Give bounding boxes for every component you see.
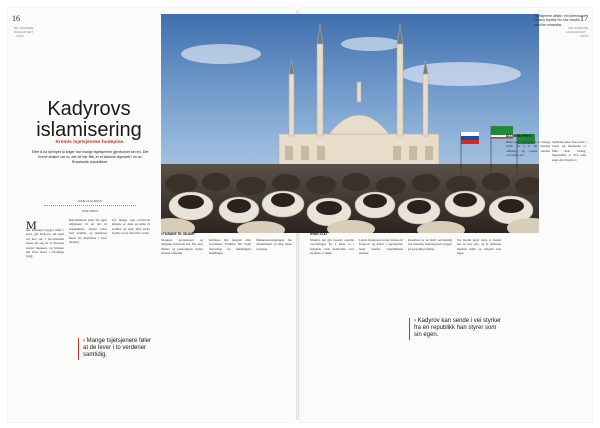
- byline-author: ANNE LE HUÉROU: [77, 199, 103, 203]
- body-paragraph: For Kreml betyr dette at freden har en høy pris, og at balansen mellom makt og religion kan tippe.: [457, 238, 501, 256]
- quote-mark-icon: ›: [414, 318, 416, 324]
- drop-cap: M: [26, 218, 37, 232]
- body-paragraph: Lojale bataljoner svarer direkte til Kadyrov og deltar i operasjoner langt utenfor republikkens grenser.: [359, 238, 403, 256]
- article-headline: [28, 99, 150, 141]
- byline-divider: [44, 205, 136, 206]
- column-heading: «TILBAKE TIL ISLAM»: [161, 232, 195, 236]
- running-head-right: DE NORSKE MAGAZINET · 2023: [566, 26, 588, 38]
- body-paragraph: Samtidig søker flere trøst i troen, og moskeene er fulle hver fredag. Spørsmålet er hva som skjer etter Kadyrov.: [552, 140, 586, 162]
- body-paragraph: Menneskerettsgrupper har dokumentert en lang rekke overgrep.: [256, 238, 292, 251]
- page-number-left: 16: [12, 14, 20, 23]
- body-paragraph: Kritikere blir fengslet eller forsvinner. Familier blir holdt ansvarlige for slektningers handlinger.: [209, 238, 251, 256]
- body-column-2: [69, 218, 107, 416]
- body-column-7: [310, 238, 354, 416]
- headline-line-2: islamisering: [36, 119, 142, 142]
- body-paragraph: Resultatet er en halvt selvstendig stat innenfor føderasjonen, bygget på personlig lojalitet.: [408, 238, 452, 251]
- feature-photo: [161, 14, 539, 233]
- photo-caption: Tsjetsjenere deltar i ein seremoni i Grozny framfor ein stor moské med fire minaretar.: [534, 14, 586, 27]
- body-column-4: [161, 238, 203, 416]
- body-column-1: [26, 228, 64, 416]
- article-intro: Etter å ha kjempet to kriger har mange tsjetsjenere gjenfunnet sin tro. Det Kreml ønsket var ro; det de har fått, er et islamsk styresett i en av Russlands republikker.: [31, 150, 149, 164]
- body-paragraph: Blant unge tsjetsjenere er mange redde for å si sin mening offentlig, og sosiale medier overvåkes tett.: [506, 140, 550, 158]
- body-paragraph: ens Russland bygger makt i nord, går Kadyrov sin egen vei mot sør. I hovedstaden reiser det seg en av Europas største moskeer, og kvinner må bære skaut i offentlige bygg.: [26, 228, 64, 259]
- body-paragraph: Republikkens leder har gjort religionen til en del av statsmakten. Skoler lærer bort arabisk, og bønnerop høres fra høyttalere i hver landsby.: [69, 218, 107, 245]
- body-column-5: [209, 238, 251, 416]
- pull-quote-text: Mange tsjetsjenere føler at de lever i to verdener samtidig.: [83, 338, 152, 359]
- column-heading: SVAK STAT: [310, 232, 328, 236]
- headline-line-1: Kadyrovs: [47, 98, 131, 121]
- byline-photographer: AMIE MEKIN: [81, 209, 99, 213]
- body-column-6: [256, 238, 292, 416]
- body-column-11: [506, 140, 550, 416]
- article-kicker: Kremls tsjetsjenske hodepine.: [55, 140, 125, 145]
- body-paragraph: For mange som overlevde krigene er dette en kilde til stolthet og trøst, men andre frykter en ny autoritær orden.: [112, 218, 150, 236]
- pull-quote-right: [409, 318, 504, 340]
- body-column-12: [552, 140, 586, 416]
- column-heading: ALLMENN FRYKT: [506, 134, 533, 138]
- mosque-crowd-illustration: [161, 14, 539, 233]
- pull-quote-left: [78, 338, 153, 360]
- body-paragraph: Moskeer, koranskoler og religiøse festivaler har fått økte midler, og presteskapet støtter lederen offentlig.: [161, 238, 203, 256]
- running-head-left: DE NORSKE MAGAZINET · 2023: [14, 26, 34, 38]
- body-paragraph: Moskva har gitt Grozny enorme overføringer for å sikre ro i regionen, men kontrollen over styrkene er uklar.: [310, 238, 354, 256]
- body-column-8: [359, 238, 403, 416]
- pull-quote-text: Kadyrov kan sende i vei styrker fra en republikk han styrer som sin egen.: [414, 318, 502, 339]
- body-column-3: [112, 218, 150, 416]
- page-number-right: 17: [580, 14, 588, 23]
- quote-mark-icon: ›: [83, 338, 85, 344]
